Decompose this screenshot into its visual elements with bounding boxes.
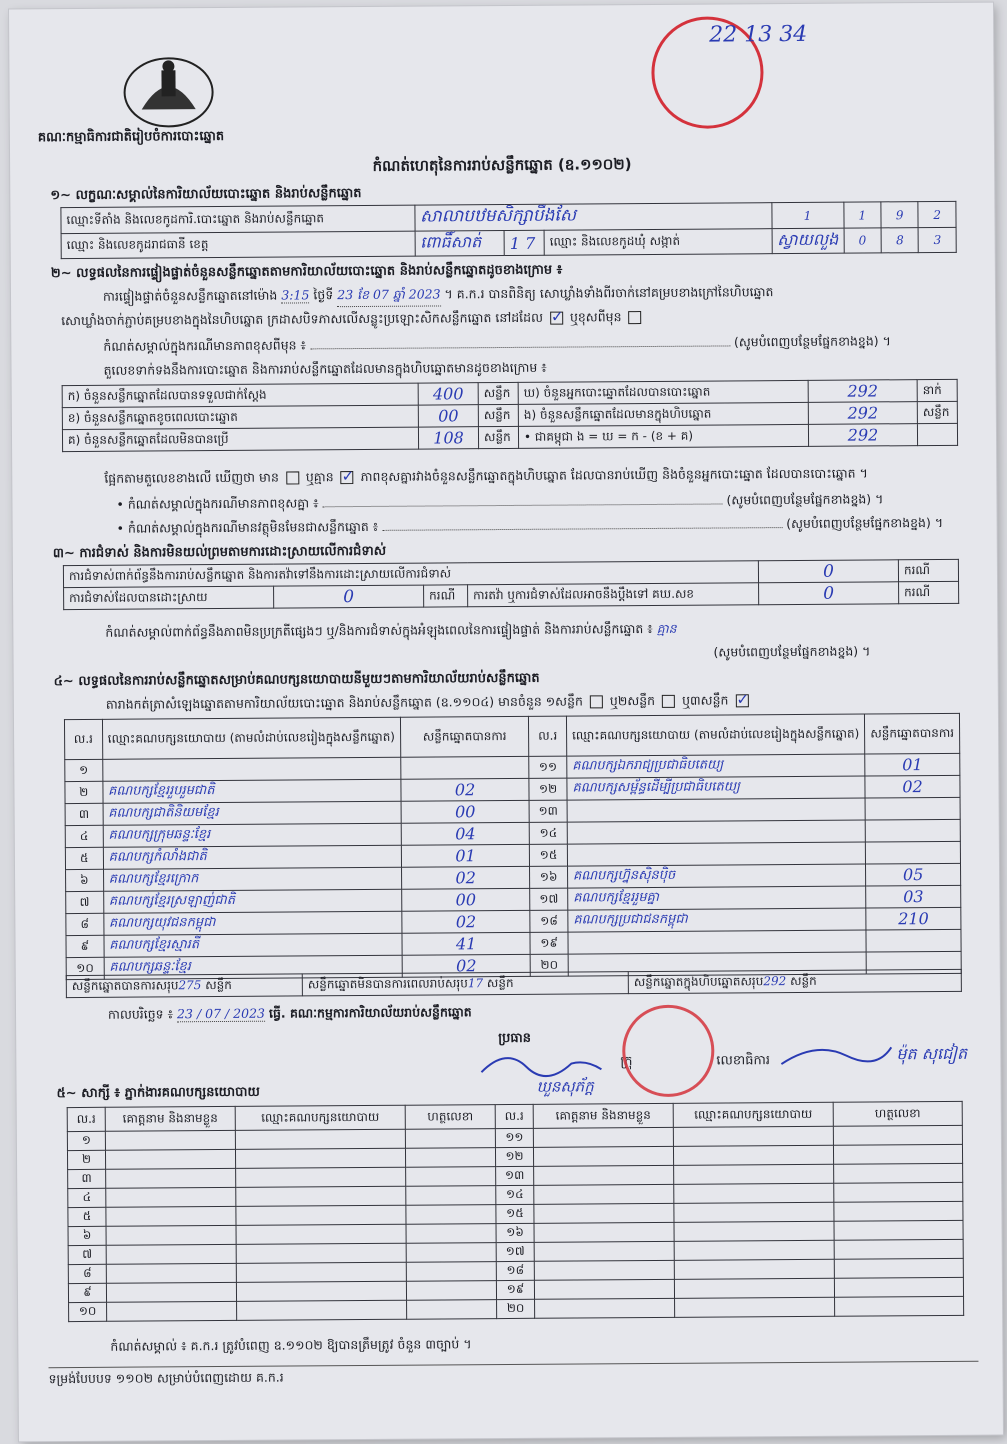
empty-cell[interactable] bbox=[235, 1148, 405, 1168]
row-number: ១៧ bbox=[496, 1242, 534, 1261]
code-digit: 1 bbox=[843, 202, 881, 228]
total-invalid: 17 bbox=[467, 975, 484, 990]
text: ការផ្ទៀងផ្ទាត់ចំនួនសន្លឹកឆ្នោតនៅម៉ោង bbox=[102, 287, 278, 304]
empty-cell[interactable] bbox=[834, 1182, 963, 1202]
empty-cell[interactable] bbox=[534, 1165, 674, 1185]
row-label: ឃ) ចំនួនអ្នកបោះឆ្នោតដែលបានបោះឆ្នោត bbox=[518, 380, 808, 404]
col-header: ល.រ bbox=[495, 1104, 533, 1128]
checkbox-match[interactable] bbox=[286, 471, 299, 484]
row-number: ២ bbox=[65, 781, 103, 803]
row-number: ១៩ bbox=[530, 932, 568, 954]
station-table bbox=[60, 201, 956, 259]
empty-cell[interactable] bbox=[105, 1149, 235, 1169]
party-name: គណបក្សខ្មែរស្រឡាញ់ជាតិ bbox=[103, 889, 401, 913]
text: ឬខុសពីមុន bbox=[569, 309, 622, 325]
row-number: ១៦ bbox=[530, 866, 568, 888]
date-value: 23 ខែ 07 ឆ្នាំ 2023 bbox=[337, 286, 440, 307]
empty-cell[interactable] bbox=[833, 1144, 962, 1164]
party-name bbox=[567, 842, 865, 866]
vote-count bbox=[401, 756, 530, 779]
empty-cell[interactable] bbox=[674, 1183, 834, 1203]
empty-cell[interactable] bbox=[834, 1220, 963, 1240]
row-label: ខ) ចំនួនសន្លឹកឆ្នោតខូចពេលបោះឆ្នោត bbox=[62, 405, 418, 429]
official-seal-bottom bbox=[622, 1005, 715, 1098]
total-box: 292 bbox=[763, 973, 787, 988]
row-number: ៨ bbox=[68, 1264, 106, 1283]
text: ថ្ងៃទី bbox=[313, 287, 334, 303]
text: ។ គ.ក.រ បានពិនិត្យ សោឃ្លាំងទាំងពីរចាក់នៅគម្របខាងក្រៅនៃហិបឆ្នោត bbox=[444, 284, 774, 302]
empty-cell[interactable] bbox=[674, 1259, 834, 1279]
witness-table bbox=[67, 1101, 964, 1322]
row-label: ក) ចំនួនសន្លឹកឆ្នោតដែលបានទទួលជាក់ស្តែង bbox=[67, 387, 267, 403]
empty-cell[interactable] bbox=[407, 1300, 497, 1320]
col-header: ហត្ថលេខា bbox=[405, 1105, 495, 1130]
row-number: ១៩ bbox=[496, 1280, 534, 1299]
station-name: សាលាបឋមសិក្សាបឹងសែ bbox=[415, 203, 772, 231]
text: ឬគ្មាន bbox=[305, 469, 334, 485]
secretary-label: លេខាធិការ bbox=[716, 1053, 771, 1069]
row-number: ៨ bbox=[66, 913, 104, 935]
row-number: ៦ bbox=[68, 1226, 106, 1245]
committee-name: គណៈកម្មាធិការជាតិរៀបចំការបោះឆ្នោត bbox=[37, 128, 225, 146]
empty-cell[interactable] bbox=[533, 1127, 673, 1147]
party-name: គណបក្សហ្វ៊ុនស៊ិនប៉ិច bbox=[567, 864, 865, 888]
row-number: ១០ bbox=[69, 1302, 107, 1321]
empty-cell[interactable] bbox=[405, 1129, 495, 1149]
row-label: ការជំទាស់ពាក់ព័ន្ធនឹងការរាប់សន្លឹកឆ្នោត និងការតវ៉ាទៅនឹងការដោះស្រាយលើការជំទាស់ bbox=[63, 561, 758, 588]
row-value: 292 bbox=[808, 402, 917, 425]
section-3-note bbox=[105, 619, 965, 644]
text: កាលបរិច្ឆេទ ៖ bbox=[107, 1006, 174, 1022]
row-number: ១០ bbox=[66, 957, 104, 979]
checkbox-mismatch[interactable] bbox=[341, 471, 354, 484]
vote-count: 02 bbox=[401, 866, 530, 889]
vote-count: 05 bbox=[866, 863, 961, 886]
empty-cell[interactable] bbox=[406, 1186, 496, 1206]
checkbox-three-copies[interactable] bbox=[735, 694, 748, 707]
vote-count: 02 bbox=[402, 954, 531, 977]
section-2-bullet-1 bbox=[116, 491, 966, 516]
text: កំណត់សម្គាល់ពាក់ព័ន្ធនឹងភាពមិនប្រក្រតីផ្សេងៗ ឬ/និងការជំទាស់ក្នុងអំឡុងពេលនៃការផ្ទៀងផ្ទាត់ និងការរាប់សន្លឹកឆ្នោត ៖ bbox=[105, 620, 653, 640]
vote-count: 41 bbox=[402, 932, 531, 955]
col-header: ឈ្មោះគណបក្សនយោបាយ bbox=[673, 1102, 833, 1127]
empty-cell[interactable] bbox=[834, 1163, 963, 1183]
empty-cell[interactable] bbox=[406, 1205, 496, 1225]
empty-cell[interactable] bbox=[534, 1260, 674, 1280]
party-name: គណបក្សជាតិនិយមខ្មែរ bbox=[103, 801, 401, 825]
chairman-name: ឃួនសុភ័ក្ត bbox=[536, 1077, 594, 1096]
party-name bbox=[102, 757, 400, 781]
footer-note: កំណត់សម្គាល់ ៖ គ.ក.រ ត្រូវបំពេញ ឧ.១១០២ ឱ្យបានត្រឹមត្រូវ ចំនួន ៣ច្បាប់ ។ bbox=[110, 1336, 472, 1354]
empty-cell[interactable] bbox=[533, 1146, 673, 1166]
party-name: គណបក្សឆន្ទៈខ្មែរ bbox=[104, 955, 402, 979]
row-value: 0 bbox=[274, 585, 424, 608]
text: (សូមបំពេញបន្ថែមផ្នែកខាងខ្នង) ។ bbox=[786, 514, 944, 532]
col-header: សន្លឹកឆ្នោតបានការ bbox=[400, 716, 529, 757]
empty-cell[interactable] bbox=[235, 1129, 405, 1149]
row-number: ១ bbox=[65, 759, 103, 781]
section-4-heading: ៤~ លទ្ធផលនៃការរាប់សន្លឹកឆ្នោតសម្រាប់គណបក្សនយោបាយនីមួយៗតាមការិយាល័យរាប់សន្លឹកឆ្នោត bbox=[53, 670, 540, 690]
row-value: 00 bbox=[418, 405, 478, 427]
code-digit: 8 bbox=[881, 228, 919, 253]
col-header: ឈ្មោះគណបក្សនយោបាយ (តាមលំដាប់លេខរៀងក្នុងសន្លឹកឆ្នោត) bbox=[102, 717, 401, 759]
vote-count: 01 bbox=[401, 844, 530, 867]
text: • កំណត់សម្គាល់ក្នុងករណីមានភាពខុសគ្នា ៖ bbox=[116, 495, 319, 512]
text: សន្លឹកឆ្នោតក្នុងហិបឆ្នោតសរុប bbox=[633, 973, 764, 989]
checkbox-correct[interactable] bbox=[550, 312, 563, 325]
empty-cell[interactable] bbox=[674, 1202, 834, 1222]
row-label: គ) ចំនួនសន្លឹកឆ្នោតដែលមិនបានប្រើ bbox=[62, 427, 418, 451]
vote-count bbox=[866, 929, 961, 952]
text: (សូមបំពេញបន្ថែមផ្នែកខាងខ្នង) ។ bbox=[733, 333, 891, 350]
empty-cell[interactable] bbox=[834, 1201, 963, 1221]
empty-cell[interactable] bbox=[106, 1206, 236, 1226]
empty-cell[interactable] bbox=[406, 1167, 496, 1187]
row-number: ១៨ bbox=[530, 910, 568, 932]
empty-cell[interactable] bbox=[534, 1184, 674, 1204]
empty-cell[interactable] bbox=[534, 1241, 674, 1261]
row-number: ១ bbox=[67, 1131, 105, 1150]
empty-cell[interactable] bbox=[236, 1243, 406, 1263]
row-number: ៤ bbox=[68, 1188, 106, 1207]
row-number: ១១ bbox=[529, 756, 567, 778]
empty-cell[interactable] bbox=[674, 1164, 834, 1184]
empty-cell[interactable] bbox=[534, 1279, 674, 1299]
note-value: គ្មាន bbox=[656, 620, 677, 636]
unit: សន្លឹក bbox=[478, 426, 518, 448]
empty-cell[interactable] bbox=[674, 1221, 834, 1241]
total-valid: 275 bbox=[178, 977, 202, 992]
row-number: ៥ bbox=[68, 1207, 106, 1226]
empty-cell[interactable] bbox=[106, 1168, 236, 1188]
chairman-label: ប្រធាន bbox=[498, 1030, 532, 1047]
empty-cell[interactable] bbox=[675, 1297, 835, 1317]
empty-cell[interactable] bbox=[106, 1244, 236, 1264]
text: សោឃ្លាំងចាក់ភ្ជាប់គម្របខាងក្នុងនៃហិបឆ្នោត ក្រដាសបិទភាសលើសន្លូះប្រឡោះសិកសន្លឹកឆ្នោត នៅដដែល bbox=[61, 309, 543, 329]
row-value: 0 bbox=[759, 582, 899, 605]
section-3-hint: (សូមបំពេញបន្ថែមផ្នែកខាងខ្នង) ។ bbox=[713, 643, 871, 660]
vote-count: 02 bbox=[401, 778, 530, 801]
province-value: ពោធិ៍សាត់ bbox=[415, 231, 505, 257]
party-name bbox=[567, 798, 865, 822]
vote-count: 00 bbox=[402, 888, 531, 911]
text: • កំណត់សម្គាល់ក្នុងករណីមានវត្ថុមិនមែនជាសន្លឹកឆ្នោត ៖ bbox=[116, 518, 379, 536]
unit: ករណី bbox=[898, 559, 958, 581]
party-name: គណបក្សប្រជាជនកម្ពុជា bbox=[568, 908, 866, 932]
row-number: ១១ bbox=[495, 1128, 533, 1147]
party-name: គណបក្សខ្មែររួបរួមជាតិ bbox=[103, 779, 401, 803]
empty-cell[interactable] bbox=[835, 1296, 964, 1316]
row-number: ១៤ bbox=[496, 1185, 534, 1204]
row-number: ៩ bbox=[68, 1283, 106, 1302]
text: (សូមបំពេញបន្ថែមផ្នែកខាងខ្នង) ។ bbox=[726, 491, 884, 508]
date-line bbox=[108, 1004, 472, 1026]
vote-count bbox=[866, 841, 961, 864]
code-digit: 3 bbox=[919, 227, 957, 252]
section-4-intro bbox=[106, 692, 752, 716]
unit: នាក់ bbox=[917, 379, 957, 401]
complaint-table bbox=[63, 559, 959, 610]
row-number: ១៦ bbox=[496, 1223, 534, 1242]
empty-cell[interactable] bbox=[106, 1263, 236, 1283]
party-name: គណបក្សខ្មែរស្មារតី bbox=[104, 933, 402, 957]
checkbox-one-copy[interactable] bbox=[590, 695, 603, 708]
empty-cell[interactable] bbox=[105, 1130, 235, 1150]
empty-cell[interactable] bbox=[834, 1239, 963, 1259]
row-value: 400 bbox=[418, 383, 478, 405]
empty-cell[interactable] bbox=[834, 1277, 963, 1297]
section-2-bullet-2 bbox=[117, 515, 967, 540]
empty-cell[interactable] bbox=[106, 1187, 236, 1207]
vote-count bbox=[865, 819, 960, 842]
party-name: គណបក្សយុវជនកម្ពុជា bbox=[103, 911, 401, 935]
text: កំណត់សម្គាល់ក្នុងករណីមានភាពខុសពីមុន ៖ bbox=[103, 337, 307, 354]
empty-cell[interactable] bbox=[406, 1262, 496, 1282]
empty-cell[interactable] bbox=[674, 1278, 834, 1298]
unit: សន្លឹក bbox=[917, 401, 957, 423]
section-2-line-2 bbox=[61, 309, 644, 332]
row-number: ២០ bbox=[530, 954, 568, 976]
empty-cell[interactable] bbox=[236, 1224, 406, 1244]
unit: សន្លឹក bbox=[478, 382, 518, 404]
section-1-heading: ១~ លក្ខណៈសម្គាល់នៃការិយាល័យបោះឆ្នោត និងរាប់សន្លឹកឆ្នោត bbox=[50, 185, 362, 204]
empty-cell[interactable] bbox=[534, 1203, 674, 1223]
col-header: ល.រ bbox=[529, 716, 567, 756]
empty-cell[interactable] bbox=[236, 1262, 406, 1282]
time-value: 3:15 bbox=[281, 287, 310, 303]
text: តារាងកត់ត្រាសំឡេងឆ្នោតតាមការិយាល័យបោះឆ្នោត និងរាប់សន្លឹកឆ្នោត (ឧ.១១០៤) មានចំនួន ១សន្លឹក bbox=[105, 693, 583, 712]
row-number: ១៤ bbox=[529, 822, 567, 844]
party-name: គណបក្សក្រុមឆន្ទៈខ្មែរ bbox=[103, 823, 401, 847]
party-name bbox=[568, 930, 866, 954]
text: សន្លឹកឆ្នោតមិនបានការពេលរាប់សរុប bbox=[307, 975, 468, 991]
row-number: ៥ bbox=[65, 847, 103, 869]
party-results-table bbox=[64, 713, 962, 980]
row-number: ៦ bbox=[66, 869, 104, 891]
checkbox-incorrect[interactable] bbox=[628, 311, 641, 324]
secretary-signature bbox=[776, 1035, 896, 1076]
empty-cell[interactable] bbox=[833, 1125, 962, 1145]
document-page bbox=[9, 3, 1003, 1442]
party-name: គណបក្សខ្មែរក្រោក bbox=[103, 867, 401, 891]
col-header: ល.រ bbox=[64, 719, 102, 759]
emblem-icon bbox=[121, 54, 216, 131]
section-2-note bbox=[103, 333, 963, 358]
row-value: 108 bbox=[418, 427, 478, 449]
unit: សន្លឹក bbox=[789, 973, 817, 988]
row-number: ១២ bbox=[529, 778, 567, 800]
unit: សន្លឹក bbox=[478, 404, 518, 426]
unit: សន្លឹក bbox=[486, 975, 514, 990]
row-number: ៩ bbox=[66, 935, 104, 957]
province-code: 1 7 bbox=[504, 230, 544, 255]
unit: សន្លឹក bbox=[205, 977, 232, 992]
col-header: គោត្តនាម និងនាមខ្លួន bbox=[105, 1106, 235, 1131]
row-number: ១៥ bbox=[530, 844, 568, 866]
col-header: ហត្ថលេខា bbox=[833, 1101, 962, 1126]
party-name: គណបក្សកំលាំងជាតិ bbox=[103, 845, 401, 869]
row-number: ១៨ bbox=[496, 1261, 534, 1280]
empty-cell[interactable] bbox=[534, 1222, 674, 1242]
empty-cell[interactable] bbox=[406, 1224, 496, 1244]
row-number: ៧ bbox=[66, 891, 104, 913]
row-number: ៣ bbox=[65, 803, 103, 825]
empty-cell[interactable] bbox=[405, 1148, 495, 1168]
code-digit: 9 bbox=[881, 202, 919, 228]
footer-form-id: ទម្រង់បែបបទ ១១០២ សម្រាប់បំពេញដោយ គ.ក.រ bbox=[48, 1369, 284, 1387]
row-number: ១៥ bbox=[496, 1204, 534, 1223]
row-number: ១៣ bbox=[529, 800, 567, 822]
text: ភាពខុសគ្នារវាងចំនួនសន្លឹកឆ្នោតក្នុងហិបឆ្នោត ដែលបានរាប់ឃើញ និងចំនួនអ្នកបោះឆ្នោត ដែលបានបោះឆ្នោត ។ bbox=[360, 465, 868, 485]
col-header: គោត្តនាម និងនាមខ្លួន bbox=[533, 1103, 673, 1128]
text: ផ្អែកតាមតួលេខខាងលើ ឃើញថា មាន bbox=[104, 469, 279, 486]
unit: ករណី bbox=[899, 581, 959, 603]
party-name: គណបក្សសម្ព័ន្ធដើម្បីប្រជាធិបតេយ្យ bbox=[567, 776, 865, 800]
row-value: 292 bbox=[808, 380, 917, 403]
vote-count: 01 bbox=[865, 753, 960, 776]
empty-cell[interactable] bbox=[236, 1205, 406, 1225]
col-header: សន្លឹកឆ្នោតបានការ bbox=[865, 713, 960, 754]
handwritten-annotation: 22 13 34 bbox=[709, 21, 808, 48]
party-name: គណបក្សខ្មែររួមគ្នា bbox=[568, 886, 866, 910]
section-2-compare bbox=[104, 465, 868, 489]
empty-cell[interactable] bbox=[673, 1126, 833, 1146]
party-name: គណបក្សឯករាជ្យប្រជាធិបតេយ្យ bbox=[567, 754, 865, 778]
row-number: ២០ bbox=[497, 1299, 535, 1318]
section-5-heading: ៥~ សាក្សី ៖ ភ្នាក់ងារគណបក្សនយោបាយ bbox=[56, 1084, 260, 1102]
code-digit: 0 bbox=[844, 228, 882, 253]
vote-count: 210 bbox=[866, 907, 961, 930]
text: ធ្វើ. គណៈកម្មការការិយាល័យរាប់សន្លឹកឆ្នោត bbox=[268, 1004, 472, 1021]
ballot-count-table bbox=[62, 379, 958, 452]
page-title: កំណត់ហេតុនៃការរាប់សន្លឹកឆ្នោត (ឧ.១១០២) bbox=[372, 155, 632, 175]
section-3-heading: ៣~ ការជំទាស់ និងការមិនយល់ព្រមតាមការដោះស្រាយលើការជំទាស់ bbox=[52, 543, 387, 562]
empty-cell[interactable] bbox=[673, 1145, 833, 1165]
code-digit: 2 bbox=[918, 201, 956, 227]
date-value: 23 / 07 / 2023 bbox=[176, 1005, 266, 1022]
station-label: ឈ្មោះទីតាំង និងលេខកូដការិ.បោះឆ្នោត និងរាប់សន្លឹកឆ្នោត bbox=[61, 205, 415, 233]
section-2-line-1 bbox=[103, 284, 774, 309]
secretary-name: ម៉ុត សុជៀត bbox=[896, 1043, 968, 1064]
empty-cell[interactable] bbox=[406, 1243, 496, 1263]
row-number: ១២ bbox=[495, 1147, 533, 1166]
row-number: ១៣ bbox=[496, 1166, 534, 1185]
row-label: ការតវ៉ា ឬការជំទាស់ដែលអាចនឹងប្តឹងទៅ គឃ.សខ bbox=[468, 583, 759, 607]
commune-label: ឈ្មោះ និងលេខកូដឃុំ សង្កាត់ bbox=[544, 229, 772, 256]
empty-cell[interactable] bbox=[236, 1167, 406, 1187]
row-value: 292 bbox=[808, 424, 917, 447]
row-number: ៧ bbox=[68, 1245, 106, 1264]
empty-cell[interactable] bbox=[106, 1282, 236, 1302]
col-header: ឈ្មោះគណបក្សនយោបាយ (តាមលំដាប់លេខរៀងក្នុងសន្លឹកឆ្នោត) bbox=[566, 714, 865, 756]
vote-count: 02 bbox=[402, 910, 531, 933]
vote-count: 04 bbox=[401, 822, 530, 845]
province-label: ឈ្មោះ និងលេខកូដរាជធានី ខេត្ត bbox=[61, 231, 415, 258]
empty-cell[interactable] bbox=[107, 1301, 237, 1321]
text: ឬ៣សន្លឹក bbox=[681, 692, 729, 708]
row-number: ១៧ bbox=[530, 888, 568, 910]
totals-table bbox=[66, 969, 962, 998]
row-label: ង) ចំនួនសន្លឹកឆ្នោតដែលមានក្នុងហិបឆ្នោត bbox=[518, 402, 808, 426]
row-label: ការជំទាស់ដែលបានដោះស្រាយ bbox=[64, 586, 274, 609]
empty-cell[interactable] bbox=[406, 1281, 496, 1301]
section-2-heading: ២~ លទ្ធផលនៃការផ្ទៀងផ្ទាត់ចំនួនសន្លឹកឆ្នោតតាមការិយាល័យបោះឆ្នោត និងរាប់សន្លឹកឆ្នោតដូចខាងក្រោម ៖ bbox=[50, 262, 563, 282]
col-header: ឈ្មោះគណបក្សនយោបាយ bbox=[235, 1105, 405, 1130]
row-number: ២ bbox=[67, 1150, 105, 1169]
text: ឬ២សន្លឹក bbox=[609, 692, 656, 709]
row-value: 0 bbox=[758, 560, 898, 583]
empty-cell[interactable] bbox=[834, 1258, 963, 1278]
vote-count bbox=[865, 797, 960, 820]
empty-cell[interactable] bbox=[674, 1240, 834, 1260]
section-2-intro: តួលេខទាក់ទងនឹងការបោះឆ្នោត និងការរាប់សន្លឹកឆ្នោតដែលមានក្នុងហិបឆ្នោតមានដូចខាងក្រោម ៖ bbox=[103, 359, 547, 378]
vote-count: 03 bbox=[866, 885, 961, 908]
row-number: ៣ bbox=[68, 1169, 106, 1188]
col-header: ល.រ bbox=[67, 1107, 105, 1131]
empty-cell[interactable] bbox=[535, 1298, 675, 1318]
empty-cell[interactable] bbox=[236, 1186, 406, 1206]
commune-value: ស្វាយលួង bbox=[772, 228, 844, 254]
vote-count: 00 bbox=[401, 800, 530, 823]
code-digit: 1 bbox=[771, 202, 843, 229]
checkbox-two-copies[interactable] bbox=[662, 695, 675, 708]
unit: ករណី bbox=[424, 585, 468, 607]
row-number: ៤ bbox=[65, 825, 103, 847]
party-name bbox=[567, 820, 865, 844]
empty-cell[interactable] bbox=[236, 1281, 406, 1301]
empty-cell[interactable] bbox=[237, 1300, 407, 1320]
text: សន្លឹកឆ្នោតបានការសរុប bbox=[71, 977, 179, 993]
member-label: ក្រុ bbox=[620, 1054, 633, 1070]
row-label: • ជាគម្ពុជា ង = ឃ = ក - (ខ + គ) bbox=[518, 424, 808, 448]
vote-count: 02 bbox=[865, 775, 960, 798]
empty-cell[interactable] bbox=[106, 1225, 236, 1245]
